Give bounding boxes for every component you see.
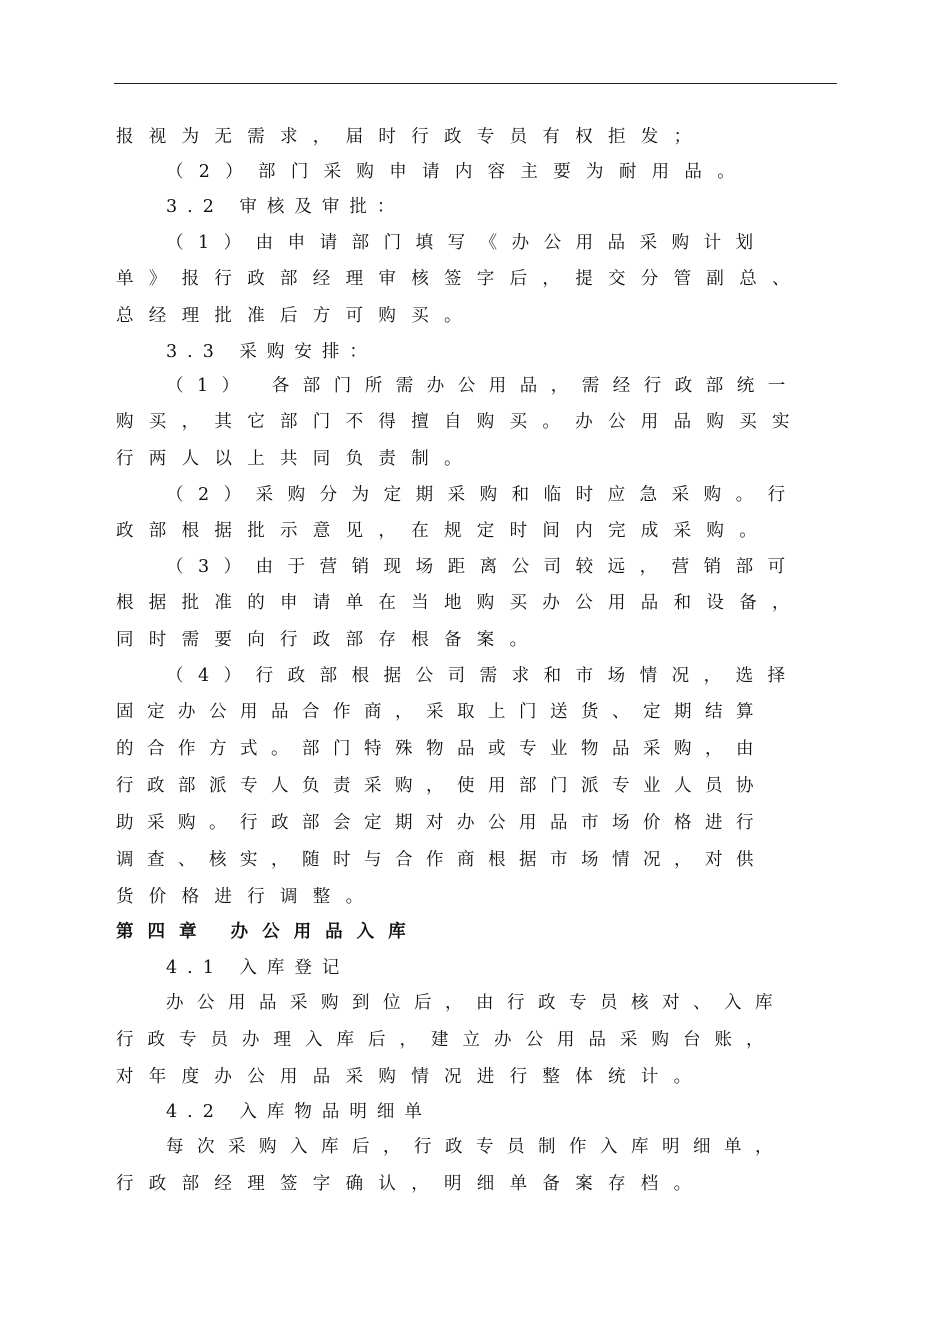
list-item: （4）行政部根据公司需求和市场情况，选择 <box>166 666 800 686</box>
list-item: （2）采购分为定期采购和临时应急采购。行 <box>166 485 800 505</box>
section-heading-3-3: 3.3 采购安排： <box>166 342 377 362</box>
text-line: 助采购。行政部会定期对办公用品市场价格进行 <box>116 813 767 833</box>
list-item: （2）部门采购申请内容主要为耐用品。 <box>166 162 751 182</box>
list-item: （1） 各部门所需办公用品，需经行政部统一 <box>166 376 799 396</box>
text-line: 行政部经理签字确认，明细单备案存档。 <box>116 1174 707 1194</box>
text-line: 购买，其它部门不得擅自购买。办公用品购买实 <box>116 412 805 432</box>
list-item: （1）由申请部门填写《办公用品采购计划 <box>166 233 768 253</box>
text-line: 报视为无需求，届时行政专员有权拒发； <box>116 127 707 147</box>
paragraph-start: 办公用品采购到位后，由行政专员核对、入库 <box>166 993 786 1013</box>
section-heading-4-1: 4.1 入库登记 <box>166 958 350 978</box>
paragraph-start: 每次采购入库后，行政专员制作入库明细单， <box>166 1137 786 1157</box>
text-line: 单》报行政部经理审核签字后，提交分管副总、 <box>116 269 805 289</box>
text-line: 对年度办公用品采购情况进行整体统计。 <box>116 1067 707 1087</box>
text-line: 调查、核实，随时与合作商根据市场情况，对供 <box>116 850 767 870</box>
list-item: （3）由于营销现场距离公司较远，营销部可 <box>166 557 800 577</box>
text-line: 行政专员办理入库后，建立办公用品采购台账， <box>116 1030 778 1050</box>
text-line: 总经理批准后方可购买。 <box>116 306 477 326</box>
text-line: 固定办公用品合作商，采取上门送货、定期结算 <box>116 702 767 722</box>
text-line: 同时需要向行政部存根备案。 <box>116 630 543 650</box>
section-heading-4-2: 4.2 入库物品明细单 <box>166 1102 432 1122</box>
chapter-heading: 第四章 办公用品入库 <box>116 922 420 942</box>
header-rule <box>114 83 837 84</box>
text-line: 货价格进行调整。 <box>116 887 379 907</box>
text-line: 行政部派专人负责采购，使用部门派专业人员协 <box>116 776 767 796</box>
text-line: 行两人以上共同负责制。 <box>116 449 477 469</box>
text-line: 的合作方式。部门特殊物品或专业物品采购，由 <box>116 739 767 759</box>
text-line: 政部根据批示意见，在规定时间内完成采购。 <box>116 521 772 541</box>
section-heading-3-2: 3.2 审核及审批： <box>166 197 405 217</box>
text-line: 根据批准的申请单在当地购买办公用品和设备， <box>116 593 805 613</box>
